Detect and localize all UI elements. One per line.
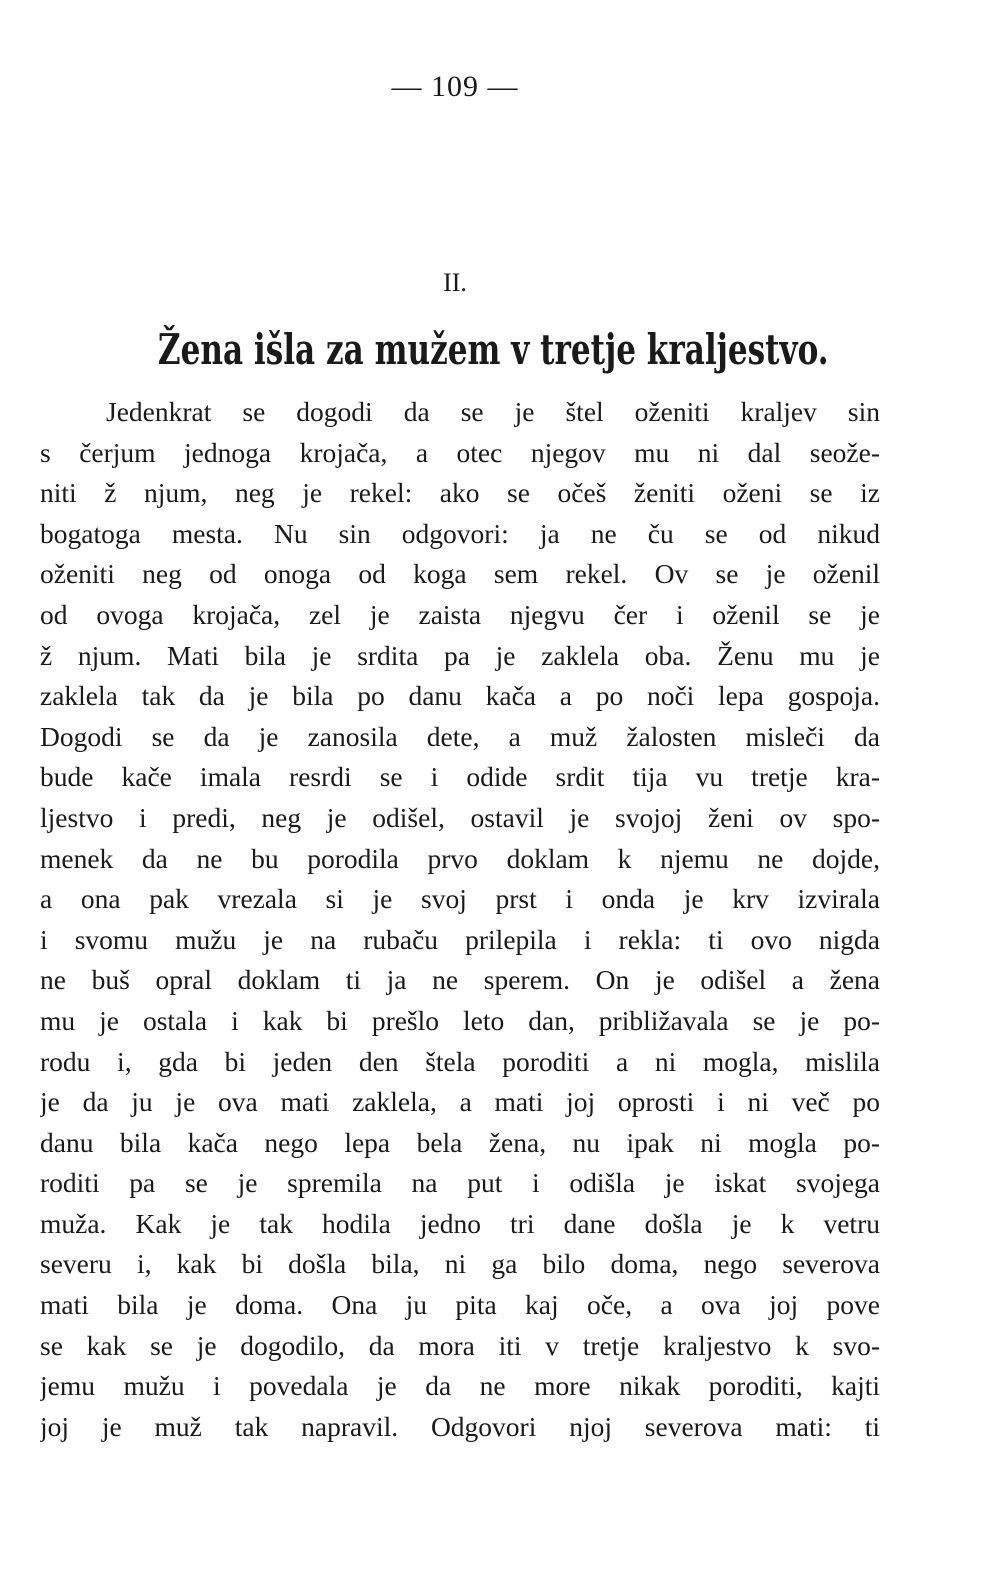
text-line: mati bila je doma. Ona ju pita kaj oče, a ova joj pove [40, 1289, 880, 1321]
text-line: joj je muž tak napravil. Odgovori njoj severova mati: ti [40, 1410, 880, 1442]
text-line: je da ju je ova mati zaklela, a mati joj oprosti i ni več po [40, 1086, 880, 1118]
text-line: oženiti neg od onoga od koga sem rekel. Ov se je oženil [40, 558, 880, 590]
text-line: menek da ne bu porodila prvo doklam k njemu ne dojde, [40, 842, 880, 874]
text-line: s čerjum jednoga krojača, a otec njegov mu ni dal seože- [40, 436, 880, 468]
text-line: od ovoga krojača, zel je zaista njegvu čer i oženil se je [40, 598, 880, 630]
text-line: niti ž njum, neg je rekel: ako se očeš ženiti oženi se iz [40, 477, 880, 509]
text-line: mu je ostala i kak bi prešlo leto dan, približavala se je po- [40, 1004, 880, 1036]
page-number: — 109 — [391, 70, 519, 103]
text-line: Dogodi se da je zanosila dete, a muž žalosten misleči da [40, 720, 880, 752]
text-line: jemu mužu i povedala je da ne more nikak poroditi, kajti [40, 1370, 880, 1402]
chapter-title: Žena išla za mužem v tretje kraljestvo. [157, 325, 829, 374]
text-line: roditi pa se je spremila na put i odišla je iskat svojega [40, 1167, 880, 1199]
text-line: bogatoga mesta. Nu sin odgovori: ja ne ču se od nikud [40, 517, 880, 549]
text-line: ž njum. Mati bila je srdita pa je zaklela oba. Ženu mu je [40, 639, 880, 671]
text-line: danu bila kača nego lepa bela žena, nu ipak ni mogla po- [40, 1126, 880, 1158]
text-line: i svomu mužu je na rubaču prilepila i rekla: ti ovo nigda [40, 923, 880, 955]
chapter-number: II. [443, 268, 467, 297]
text-line: ljestvo i predi, neg je odišel, ostavil je svojoj ženi ov spo- [40, 801, 880, 833]
body-text [40, 392, 880, 1447]
text-line: rodu i, gda bi jeden den štela poroditi a ni mogla, mislila [40, 1045, 880, 1077]
text-line: ne buš opral doklam ti ja ne sperem. On je odišel a žena [40, 964, 880, 996]
text-line: severu i, kak bi došla bila, ni ga bilo doma, nego severova [40, 1248, 880, 1280]
text-line: bude kače imala resrdi se i odide srdit tija vu tretje kra- [40, 761, 880, 793]
text-line: a ona pak vrezala si je svoj prst i onda je krv izvirala [40, 883, 880, 915]
text-line: zaklela tak da je bila po danu kača a po noči lepa gospoja. [40, 680, 880, 712]
text-line: Jedenkrat se dogodi da se je štel oženiti kraljev sin [106, 396, 880, 427]
text-line: muža. Kak je tak hodila jedno tri dane došla je k vetru [40, 1207, 880, 1239]
text-line: se kak se je dogodilo, da mora iti v tretje kraljestvo k svo- [40, 1329, 880, 1361]
